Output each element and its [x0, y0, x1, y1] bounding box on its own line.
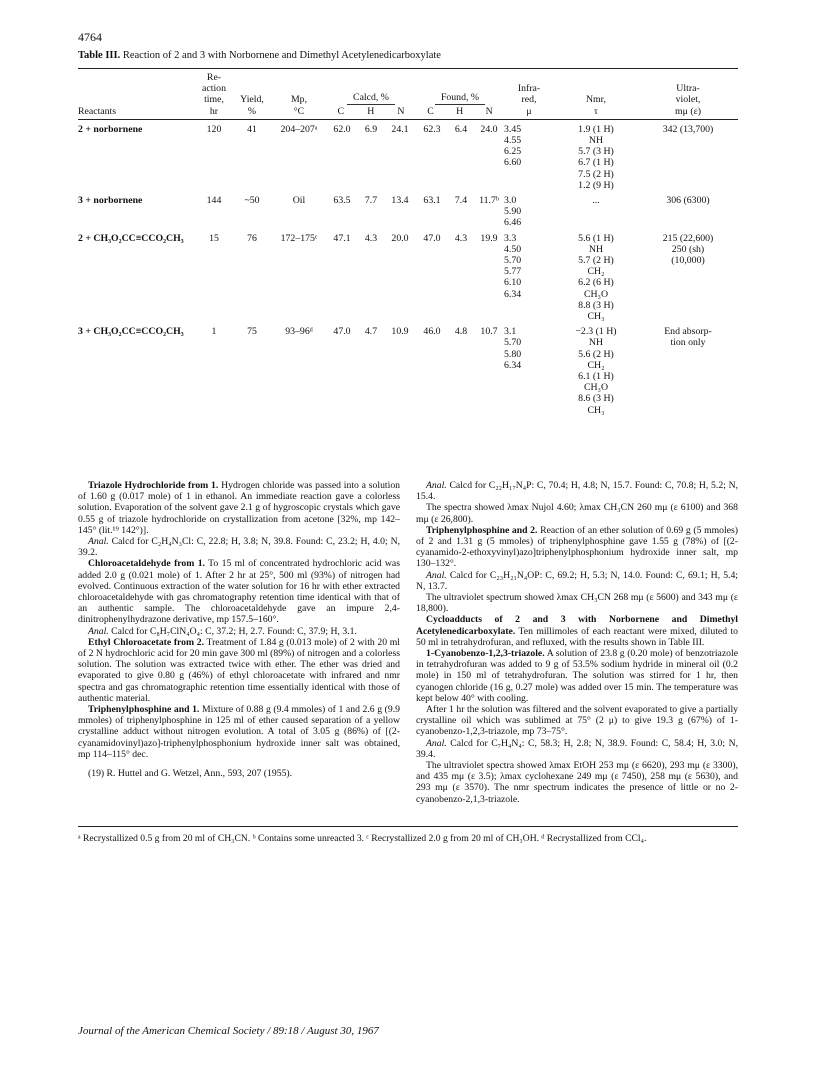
cell-nmr: 1.9 (1 H) NH 5.7 (3 H) 6.7 (1 H) 7.5 (2 H) 1.2 (9 H) [578, 123, 614, 191]
cell-found-n: 24.0 [480, 123, 498, 135]
paragraph-text: After 1 hr the solution was filtered and the solvent evaporated to give a partially crystalline oil which was sublimed at 75° (2 μ) to give 19.3 g (67%) of 1-cyanobenzo-1,2,3-triazole, mp 73–75°. [416, 704, 738, 738]
header-calcd: Calcd, % C H N [337, 92, 405, 117]
cell-time: 144 [206, 195, 222, 207]
paragraph-text: The ultraviolet spectrum showed λmax CH₃CN 268 mμ (ε 5600) and 343 mμ (ε 18,800). [416, 592, 738, 615]
paragraph-text: To 15 ml of concentrated hydrochloric acid was added 2.0 g (0.021 mole) of 1. After 2 hr at 25°, 500 ml (93%) of nitrogen had evolved. Continuous extraction of the water solution for 16 hr with ether extracted chloroacetaldehyde with gas chromatography retention time identical with that of an authentic sample. The chloroacetaldehyde gave an impure 2,4-dinitrophenylhydrazone derivative, mp 157.5–160°. [78, 558, 401, 626]
paragraph [78, 558, 400, 625]
paragraph [416, 592, 738, 614]
table-label: Table III. [78, 50, 121, 61]
paragraph-heading: Triazole Hydrochloride from 1. [88, 480, 219, 491]
cell-found-n: 19.9 [480, 232, 498, 244]
paragraph-text: Ten millimoles of each reactant were mixed, diluted to 50 ml in tetrahydrofuran, and refluxed, with the results shown in Table III. [416, 625, 738, 648]
anal-label: Anal. [88, 536, 109, 548]
paragraph-text: Calcd for C₈H₇ClN₄O₄: C, 37.2; H, 2.7. Found: C, 37.9; H, 3.1. [111, 625, 357, 637]
table-row [78, 322, 738, 416]
cell-found-h: 7.4 [454, 195, 468, 207]
page-number: 4764 [78, 30, 102, 44]
cell-yield: 75 [247, 326, 257, 338]
paragraph-text: Calcd for C₂₂H₁₇N₄P: C, 70.4; H, 4.8; N, 15.7. Found: C, 70.8; H, 5.2; N, 15.4. [416, 480, 739, 503]
paragraph [416, 570, 738, 592]
cell-uv: 306 (6300) [666, 195, 710, 207]
cell-found-n: 11.7ᵇ [479, 195, 499, 207]
cell-ir: 3.3 4.50 5.70 5.77 6.10 6.34 [504, 232, 522, 300]
paragraph [78, 704, 400, 760]
table-body [78, 120, 738, 416]
paragraph [416, 738, 738, 760]
cell-uv: 215 (22,600) 250 (sh) (10,000) [662, 232, 714, 267]
cell-ir: 3.1 5.70 5.80 6.34 [504, 326, 522, 371]
data-table [78, 72, 738, 416]
cell-mp: 204–207ᵃ [280, 123, 318, 135]
cell-yield: 41 [247, 123, 257, 135]
paragraph-heading: Chloroacetaldehyde from 1. [88, 558, 205, 570]
paragraph [416, 480, 738, 502]
table-title: Reaction of 2 and 3 with Norbornene and Dimethyl Acetylenedicarboxylate [122, 50, 441, 61]
anal-label: Anal. [426, 480, 447, 491]
paragraph-heading: Triphenylphosphine and 1. [88, 704, 200, 716]
paragraph-text: Hydrogen chloride was passed into a solution of 1.60 g (0.017 mole) of 1 in ethanol. An immediate reaction gave a colorless solution. Evaporation of the solvent gave 2.1 g of hygroscopic crystals which gave 0.55 g of triazole hydrochloride on crystallization from acetone [32%, mp 142–145° (lit.¹⁹ 142°)]. [78, 480, 401, 536]
right-column [416, 480, 738, 805]
header-nmr: Nmr, τ [585, 94, 606, 117]
paragraph [78, 626, 400, 637]
paragraph [416, 502, 738, 524]
cell-found-h: 4.3 [454, 232, 468, 244]
cell-yield: ~50 [244, 195, 260, 207]
paragraph [416, 648, 738, 704]
table-row [78, 229, 738, 323]
paragraph-text: Calcd for C₂H₄N₃Cl: C, 22.8; H, 3.8; N, 39.8. Found: C, 23.2; H, 4.0; N, 39.2. [78, 536, 400, 559]
paragraph-text: Reaction of an ether solution of 0.69 g (5 mmoles) of 2 and 1.31 g (5 mmoles) of triphenylphosphine gave 1.55 g (78%) of [(2-cyanamido-2-ethoxyvinyl)azo]triphenylphosphonium hydroxide inner salt, mp 130–132°. [416, 524, 738, 570]
header-found: Found, % C H N [427, 92, 493, 117]
cell-found-c: 63.1 [423, 195, 441, 207]
paragraph-heading: 1-Cyanobenzo-1,2,3-triazole. [426, 648, 545, 660]
table-footnote: ᵃ Recrystallized 0.5 g from 20 ml of CH₃CN. ᵇ Contains some unreacted 3. ᶜ Recrystallized 2.0 g from 20 ml of CH₃OH. ᵈ Recrystallized from CCl₄. [78, 833, 647, 844]
paragraph [78, 637, 400, 704]
cell-calcd-n: 24.1 [391, 123, 409, 135]
cell-found-c: 46.0 [423, 326, 441, 338]
anal-label: Anal. [426, 569, 447, 581]
cell-calcd-h: 7.7 [364, 195, 378, 207]
cell-uv: End absorp- tion only [664, 326, 712, 349]
cell-ir: 3.45 4.55 6.25 6.60 [504, 123, 522, 169]
header-uv: Ultra- violet, mμ (ε) [675, 83, 701, 117]
cell-reactants: 3 + norbornene [78, 195, 143, 207]
header-reactants: Reactants [78, 105, 117, 117]
header-infrared: Infra- red, μ [517, 83, 541, 117]
cell-found-c: 62.3 [423, 123, 441, 135]
paragraph-heading: Triphenylphosphine and 2. [426, 524, 538, 536]
paragraph-text: Treatment of 1.84 g (0.013 mole) of 2 with 20 ml of 2 N hydrochloric acid for 20 min gave 300 ml (89%) of nitrogen and a colorless solution. The solution was extracted twice with ether. The ether was dried and evaporated to give 0.80 g (46%) of ethyl chloroacetate with infrared and nmr spectra and gas chromatographic retention time essentially identical with those of authentic material. [78, 636, 400, 704]
cell-nmr: ... [592, 195, 600, 207]
paragraph-text: The spectra showed λmax Nujol 4.60; λmax CH₃CN 260 mμ (ε 6100) and 368 mμ (ε 26,800). [416, 502, 738, 525]
paragraph [416, 525, 738, 570]
paragraph-text: Calcd for C₂₃H₂₁N₄OP: C, 69.2; H, 5.3; N, 14.0. Found: C, 69.1; H, 5.4; N, 13.7. [416, 569, 738, 592]
cell-uv: 342 (13,700) [662, 123, 714, 135]
anal-label: Anal. [88, 625, 109, 637]
anal-label: Anal. [426, 737, 447, 749]
paragraph [416, 760, 738, 805]
header-mp: Mp, °C [290, 94, 308, 117]
table-top-rule [78, 68, 738, 69]
paragraph-heading: Cycloadducts of 2 and 3 with Norbornene and Dimethyl Acetylenedicarboxylate. [416, 614, 738, 637]
cell-calcd-n: 20.0 [391, 232, 409, 244]
cell-time: 1 [211, 326, 217, 338]
table-bottom-rule [78, 826, 738, 827]
cell-calcd-c: 62.0 [333, 123, 351, 135]
cell-reactants: 2 + CH₃O₂CC≡CCO₂CH₃ [78, 232, 184, 244]
cell-calcd-c: 47.0 [333, 326, 351, 338]
cell-time: 120 [206, 123, 222, 135]
cell-found-h: 6.4 [454, 123, 468, 135]
paragraph-text: Calcd for C₇H₄N₄: C, 58.3; H, 2.8; N, 38.9. Found: C, 58.4; H, 3.0; N, 39.4. [416, 737, 739, 760]
cell-found-c: 47.0 [423, 232, 441, 244]
cell-yield: 76 [247, 232, 257, 244]
cell-found-h: 4.8 [454, 326, 468, 338]
cell-nmr: −2.3 (1 H) NH 5.6 (2 H) CH₂ 6.1 (1 H) CH₃O 8.6 (3 H) CH₃ [575, 326, 617, 416]
cell-found-n: 10.7 [480, 326, 498, 338]
header-reaction-time: Re- action time, hr [202, 72, 226, 117]
cell-reactants: 2 + norbornene [78, 123, 143, 135]
cell-calcd-h: 6.9 [364, 123, 378, 135]
cell-calcd-h: 4.7 [364, 326, 378, 338]
paragraph-text: Mixture of 0.88 g (9.4 mmoles) of 1 and 2.6 g (9.9 mmoles) of triphenylphosphine in 125 ml of ether caused separation of a yellow crystalline adduct without nitrogen evolution. A total of 3.05 g (86%) of [(2-cyanamidovinyl)azo]-triphenylphosphonium hydroxide inner salt was obtained, mp 114–115° dec. [78, 704, 400, 760]
table-caption [78, 50, 441, 61]
cell-calcd-c: 63.5 [333, 195, 351, 207]
paragraph [416, 704, 738, 738]
reference: (19) R. Huttel and G. Wetzel, Ann., 593, 207 (1955). [88, 768, 293, 780]
table-row [78, 120, 738, 191]
cell-time: 15 [209, 232, 219, 244]
cell-calcd-n: 13.4 [391, 195, 409, 207]
cell-calcd-h: 4.3 [364, 232, 378, 244]
cell-ir: 3.0 5.90 6.46 [504, 195, 522, 229]
cell-mp: 93–96ᵈ [285, 326, 313, 338]
paragraph [78, 536, 400, 558]
paragraph-heading: Ethyl Chloroacetate from 2. [88, 636, 205, 648]
table-row [78, 191, 738, 229]
paragraph [78, 480, 400, 536]
cell-nmr: 5.6 (1 H) NH 5.7 (2 H) CH₂ 6.2 (6 H) CH₃O 8.8 (3 H) CH₃ [578, 232, 614, 323]
header-yield: Yield, % [240, 94, 264, 117]
cell-mp: Oil [292, 195, 306, 207]
cell-mp: 172–175ᶜ [280, 232, 318, 244]
journal-footer: Journal of the American Chemical Society / 89:18 / August 30, 1967 [78, 1025, 379, 1037]
paragraph [416, 614, 738, 648]
left-column [78, 480, 400, 779]
cell-calcd-n: 10.9 [391, 326, 409, 338]
paragraph-text: A solution of 23.8 g (0.20 mole) of benzotriazole in tetrahydrofuran was added to 9 g of 53.5% sodium hydride in mineral oil (0.2 mole) in 150 ml of tetrahydrofuran. The solution was stirred for 1 hr, then cyanogen chloride (16 g, 0.27 mole) was added over 15 min. The temperature was kept below 40° with cooling. [416, 648, 738, 704]
cell-reactants: 3 + CH₃O₂CC≡CCO₂CH₃ [78, 326, 184, 338]
cell-calcd-c: 47.1 [333, 232, 351, 244]
paragraph-text: The ultraviolet spectra showed λmax EtOH 253 mμ (ε 6620), 293 mμ (ε 3300), and 435 mμ (ε 3.5); λmax cyclohexane 249 mμ (ε 7450), 258 mμ (ε 5630), and 293 mμ (ε 3570). The nmr spectrum indicates the presence of little or no 2-cyanobenzo-2,1,3-triazole. [416, 760, 738, 805]
